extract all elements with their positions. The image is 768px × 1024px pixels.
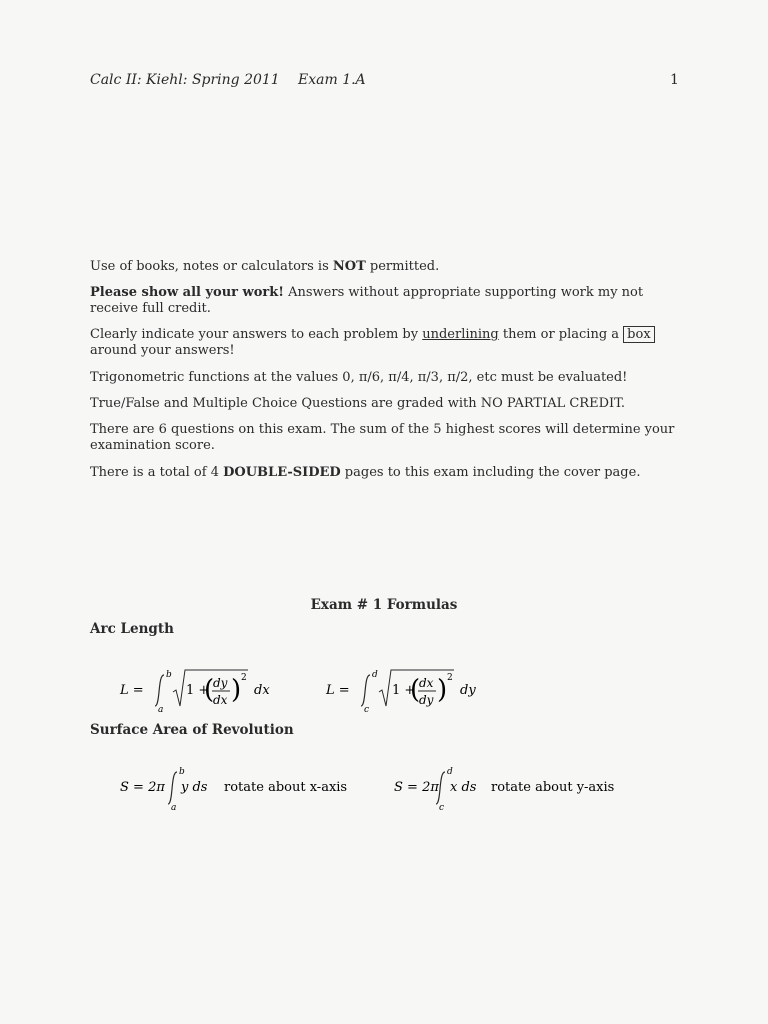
surface-area-formula-x — [118, 766, 358, 812]
page-number: 1 — [670, 72, 679, 88]
fraction-numerator: dy — [213, 676, 228, 690]
integral-sign — [361, 675, 370, 706]
surface-area-formula-y — [392, 766, 632, 812]
instruction-text: Use of books, notes or calculators is — [90, 259, 333, 274]
fraction-numerator: dx — [419, 676, 434, 690]
arc-length-formula-dx — [118, 664, 278, 720]
instruction-text: Answers without appropriate supporting work my not receive full credit. — [90, 285, 644, 316]
instruction-emphasis: DOUBLE-SIDED — [223, 465, 341, 480]
upper-limit: b — [166, 670, 172, 680]
right-paren: ) — [231, 675, 242, 705]
instruction-page-count — [90, 465, 680, 481]
instruction-text: them or placing a — [498, 327, 624, 342]
underlined-word: underlining — [422, 327, 499, 342]
instruction-text: Clearly indicate your answers to each problem by — [90, 327, 423, 342]
lower-limit: a — [158, 705, 164, 715]
instruction-show-work — [90, 285, 680, 317]
arc-length-formula-dy — [324, 664, 484, 720]
fraction-denominator: dx — [213, 693, 228, 707]
instruction-text: pages to this exam including the cover page. — [340, 465, 641, 480]
arc-length-heading: Arc Length — [90, 621, 174, 637]
left-paren: ( — [410, 675, 421, 705]
one-plus: 1 + — [392, 683, 416, 698]
upper-limit: d — [372, 670, 378, 680]
instruction-text: There is a total of 4 — [90, 465, 224, 480]
surface-area-formula-x-graphic — [118, 766, 358, 812]
formula-lhs: L = — [120, 683, 144, 698]
instruction-emphasis: Please show all your work! — [90, 285, 284, 300]
left-paren: ( — [204, 675, 215, 705]
instruction-no-partial-credit: True/False and Multiple Choice Questions are graded with NO PARTIAL CREDIT. — [90, 396, 626, 411]
integrand: y ds — [181, 780, 208, 795]
exponent: 2 — [447, 673, 453, 683]
lower-limit: a — [171, 803, 177, 813]
instruction-no-aids — [90, 259, 680, 275]
arc-length-formula-dx-graphic — [118, 664, 278, 720]
upper-limit: b — [179, 767, 185, 777]
boxed-word: box — [623, 326, 654, 343]
course-header: Calc II: Kiehl: Spring 2011 — [90, 72, 280, 88]
one-plus: 1 + — [186, 683, 210, 698]
differential: dy — [460, 683, 476, 698]
surface-area-formula-y-graphic — [392, 766, 632, 812]
differential: dx — [254, 683, 270, 698]
instruction-emphasis: NOT — [332, 259, 366, 274]
instruction-indicate-answers — [90, 327, 680, 359]
formula-lhs: S = 2π — [394, 780, 439, 795]
rotation-note: rotate about x-axis — [224, 780, 348, 795]
lower-limit: c — [439, 803, 445, 813]
instruction-text: permitted. — [365, 259, 440, 274]
instruction-question-count: There are 6 questions on this exam. The sum of the 5 highest scores will determine your examination score. — [90, 422, 675, 453]
instruction-text: around your answers! — [90, 343, 235, 358]
surface-area-heading: Surface Area of Revolution — [90, 722, 294, 738]
formulas-title: Exam # 1 Formulas — [310, 597, 458, 613]
formula-lhs: L = — [326, 683, 350, 698]
upper-limit: d — [447, 767, 453, 777]
formula-lhs: S = 2π — [120, 780, 165, 795]
exam-version: Exam 1.A — [298, 72, 366, 88]
rotation-note: rotate about y-axis — [491, 780, 615, 795]
arc-length-formula-dy-graphic — [324, 664, 484, 720]
fraction-denominator: dy — [419, 693, 434, 707]
lower-limit: c — [364, 705, 370, 715]
integrand: x ds — [450, 780, 477, 795]
exponent: 2 — [241, 673, 247, 683]
instruction-trig: Trigonometric functions at the values 0, π/6, π/4, π/3, π/2, etc must be evaluated! — [90, 370, 628, 385]
integral-sign — [155, 675, 164, 706]
integral-sign — [168, 772, 177, 804]
right-paren: ) — [437, 675, 448, 705]
